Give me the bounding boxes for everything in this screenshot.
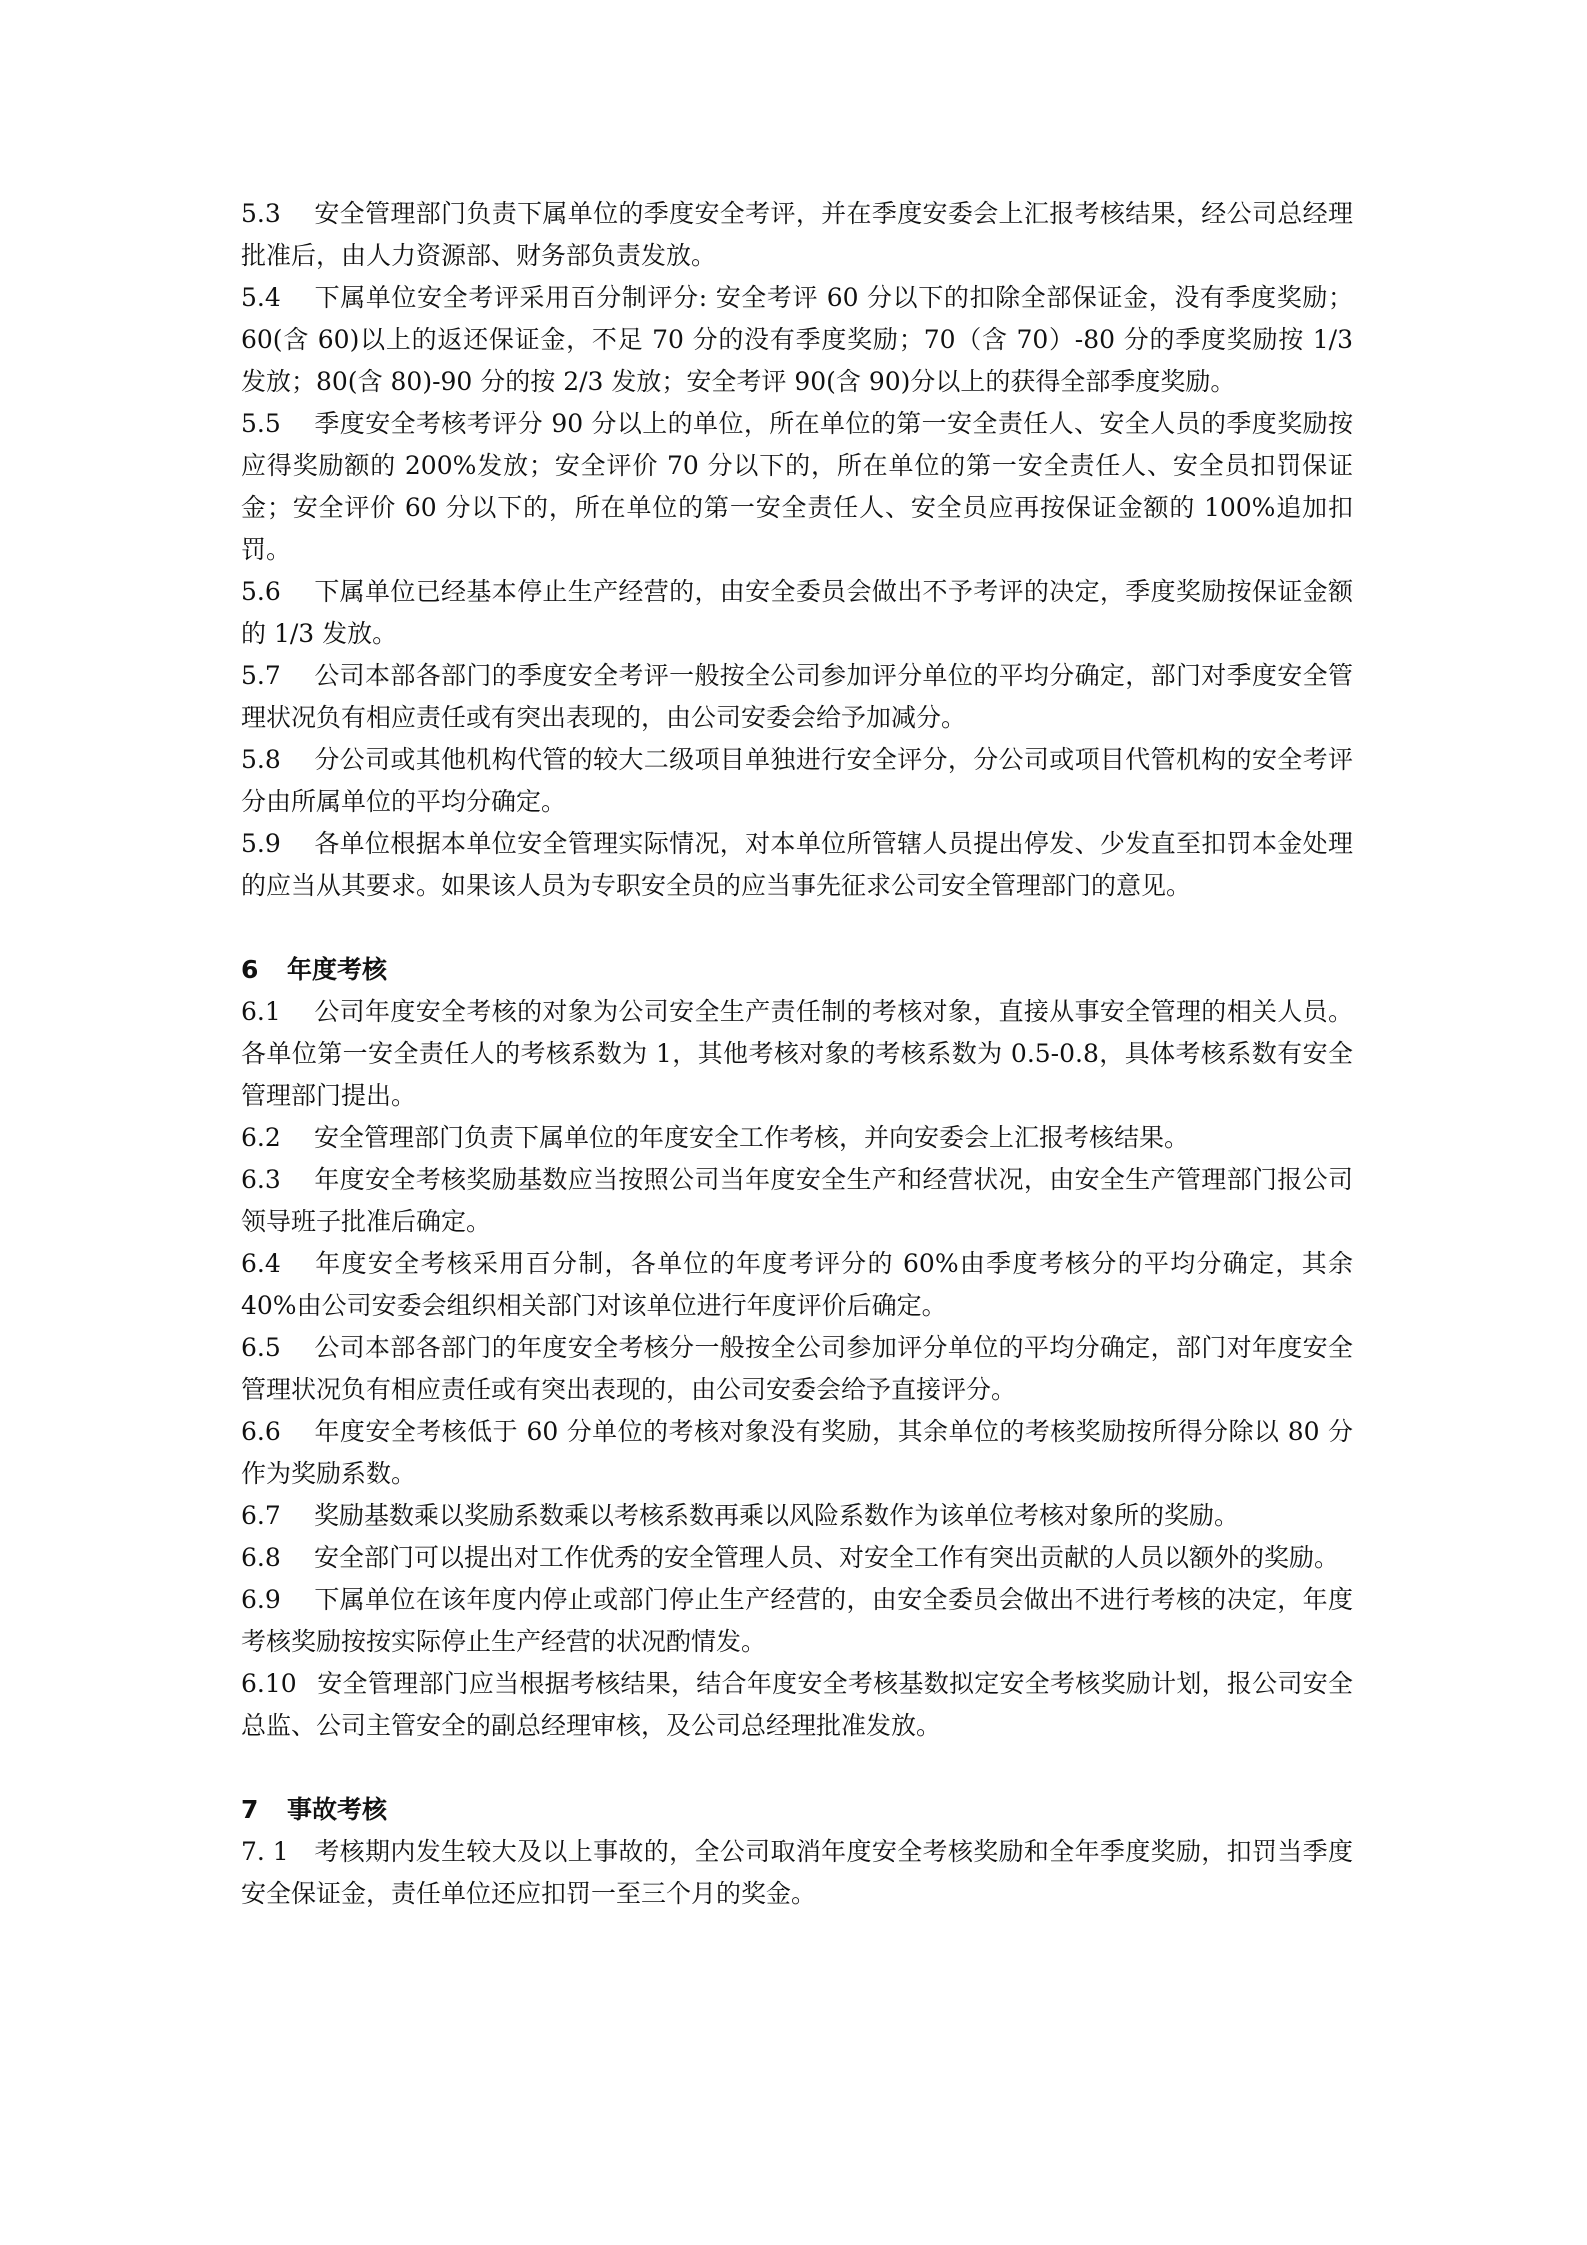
section-heading-7 bbox=[241, 1789, 1353, 1831]
document-body bbox=[241, 193, 1353, 1915]
clause-text: 安全管理部门负责下属单位的年度安全工作考核，并向安委会上汇报考核结果。 bbox=[314, 1123, 1190, 1152]
clause-number: 6.2 bbox=[241, 1123, 281, 1152]
clause-number: 6.1 bbox=[241, 997, 281, 1026]
section-title-text: 事故考核 bbox=[287, 1795, 388, 1824]
clause-number: 5.3 bbox=[241, 199, 281, 228]
section-6-clauses bbox=[241, 991, 1353, 1747]
clause-text: 安全管理部门应当根据考核结果，结合年度安全考核基数拟定安全考核奖励计划，报公司安全总监、公司主管安全的副总经理审核，及公司总经理批准发放。 bbox=[241, 1669, 1353, 1740]
clause-text: 下属单位在该年度内停止或部门停止生产经营的，由安全委员会做出不进行考核的决定，年度考核奖励按按实际停止生产经营的状况酌情发。 bbox=[241, 1585, 1353, 1656]
clause-text: 安全部门可以提出对工作优秀的安全管理人员、对安全工作有突出贡献的人员以额外的奖励。 bbox=[314, 1543, 1340, 1572]
clause-5-9 bbox=[241, 823, 1353, 907]
clause-text: 公司本部各部门的季度安全考评一般按全公司参加评分单位的平均分确定，部门对季度安全管理状况负有相应责任或有突出表现的，由公司安委会给予加减分。 bbox=[241, 661, 1353, 732]
clause-text: 季度安全考核考评分 90 分以上的单位，所在单位的第一安全责任人、安全人员的季度奖励按应得奖励额的 200%发放；安全评价 70 分以下的，所在单位的第一安全责任人、安全员扣罚保证金；安全评价 60 分以下的，所在单位的第一安全责任人、安全员应再按保证金额的 100%追加扣罚。 bbox=[241, 409, 1353, 564]
clause-5-8 bbox=[241, 739, 1353, 823]
clause-number: 5.8 bbox=[241, 745, 281, 774]
clause-6-9 bbox=[241, 1579, 1353, 1663]
clause-number: 6.6 bbox=[241, 1417, 281, 1446]
clause-6-5 bbox=[241, 1327, 1353, 1411]
section-title-text: 年度考核 bbox=[287, 955, 388, 984]
clause-text: 年度安全考核低于 60 分单位的考核对象没有奖励，其余单位的考核奖励按所得分除以 80 分作为奖励系数。 bbox=[241, 1417, 1353, 1488]
section-5-clauses bbox=[241, 193, 1353, 907]
clause-number: 6.8 bbox=[241, 1543, 281, 1572]
clause-5-4 bbox=[241, 277, 1353, 403]
clause-number: 5.7 bbox=[241, 661, 281, 690]
section-heading-6 bbox=[241, 949, 1353, 991]
clause-6-10 bbox=[241, 1663, 1353, 1747]
clause-text: 下属单位已经基本停止生产经营的，由安全委员会做出不予考评的决定，季度奖励按保证金额的 1/3 发放。 bbox=[241, 577, 1353, 648]
clause-text: 安全管理部门负责下属单位的季度安全考评，并在季度安委会上汇报考核结果，经公司总经理批准后，由人力资源部、财务部负责发放。 bbox=[241, 199, 1353, 270]
clause-number: 5.4 bbox=[241, 283, 281, 312]
clause-number: 6.7 bbox=[241, 1501, 281, 1530]
clause-5-5 bbox=[241, 403, 1353, 571]
clause-text: 分公司或其他机构代管的较大二级项目单独进行安全评分，分公司或项目代管机构的安全考评分由所属单位的平均分确定。 bbox=[241, 745, 1353, 816]
clause-text: 公司本部各部门的年度安全考核分一般按全公司参加评分单位的平均分确定，部门对年度安全管理状况负有相应责任或有突出表现的，由公司安委会给予直接评分。 bbox=[241, 1333, 1353, 1404]
clause-5-3 bbox=[241, 193, 1353, 277]
clause-text: 考核期内发生较大及以上事故的，全公司取消年度安全考核奖励和全年季度奖励，扣罚当季度安全保证金，责任单位还应扣罚一至三个月的奖金。 bbox=[241, 1837, 1353, 1908]
section-7-clauses bbox=[241, 1831, 1353, 1915]
clause-number: 6.10 bbox=[241, 1669, 297, 1698]
clause-6-6 bbox=[241, 1411, 1353, 1495]
clause-text: 奖励基数乘以奖励系数乘以考核系数再乘以风险系数作为该单位考核对象所的奖励。 bbox=[314, 1501, 1240, 1530]
clause-7-1 bbox=[241, 1831, 1353, 1915]
clause-text: 公司年度安全考核的对象为公司安全生产责任制的考核对象，直接从事安全管理的相关人员。各单位第一安全责任人的考核系数为 1，其他考核对象的考核系数为 0.5-0.8，具体考核系数有安全管理部门提出。 bbox=[241, 997, 1353, 1110]
clause-6-8 bbox=[241, 1537, 1353, 1579]
clause-5-7 bbox=[241, 655, 1353, 739]
clause-number: 7. 1 bbox=[241, 1837, 289, 1866]
clause-6-3 bbox=[241, 1159, 1353, 1243]
clause-6-7 bbox=[241, 1495, 1353, 1537]
clause-text: 各单位根据本单位安全管理实际情况，对本单位所管辖人员提出停发、少发直至扣罚本金处理的应当从其要求。如果该人员为专职安全员的应当事先征求公司安全管理部门的意见。 bbox=[241, 829, 1353, 900]
clause-number: 6.5 bbox=[241, 1333, 281, 1362]
clause-number: 5.6 bbox=[241, 577, 281, 606]
clause-text: 年度安全考核奖励基数应当按照公司当年度安全生产和经营状况，由安全生产管理部门报公司领导班子批准后确定。 bbox=[241, 1165, 1353, 1236]
section-number: 6 bbox=[241, 955, 259, 984]
clause-text: 年度安全考核采用百分制，各单位的年度考评分的 60%由季度考核分的平均分确定，其余 40%由公司安委会组织相关部门对该单位进行年度评价后确定。 bbox=[241, 1249, 1353, 1320]
clause-number: 6.3 bbox=[241, 1165, 281, 1194]
clause-5-6 bbox=[241, 571, 1353, 655]
clause-text: 下属单位安全考评采用百分制评分: 安全考评 60 分以下的扣除全部保证金，没有季度奖励；60(含 60)以上的返还保证金，不足 70 分的没有季度奖励；70（含 70）-80 分的季度奖励按 1/3 发放；80(含 80)-90 分的按 2/3 发放；安全考评 90(含 90)分以上的获得全部季度奖励。 bbox=[241, 283, 1354, 396]
clause-number: 5.5 bbox=[241, 409, 281, 438]
clause-6-1 bbox=[241, 991, 1353, 1117]
clause-number: 6.4 bbox=[241, 1249, 281, 1278]
section-number: 7 bbox=[241, 1795, 259, 1824]
clause-6-4 bbox=[241, 1243, 1353, 1327]
clause-number: 6.9 bbox=[241, 1585, 281, 1614]
clause-6-2 bbox=[241, 1117, 1353, 1159]
clause-number: 5.9 bbox=[241, 829, 281, 858]
